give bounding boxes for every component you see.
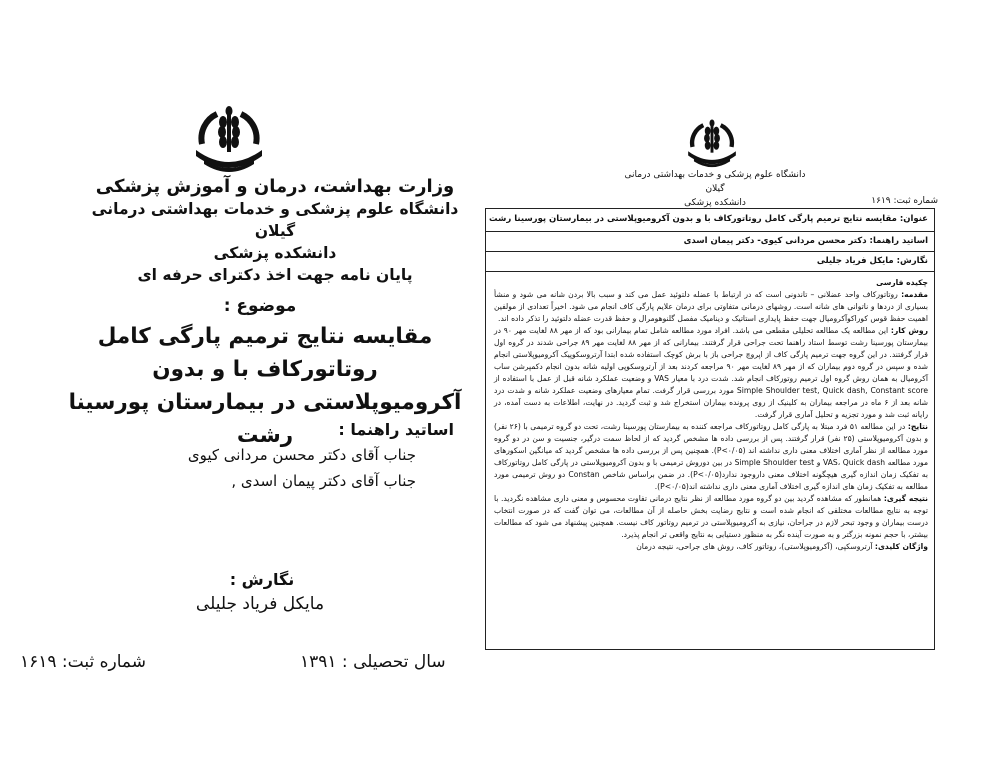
academic-year: سال تحصیلی : ۱۳۹۱ bbox=[300, 652, 446, 672]
writer-label: نگارش : bbox=[229, 570, 295, 589]
method-paragraph: روش کار: این مطالعه یک مطالعه تحلیلی مقطعی می باشد. افراد مورد مطالعه شامل تمام بیمارانی بود که از مهر ۸۸ لغایت مهر ۹۰ در بیمارستان پورسینا رشت توسط استاد راهنما تحت جراحی قرار گرفتند. بیمارانی که از مهر ۸۸ لغایت مهر ۸۹ جراحی شدند در گروه اول قرار گرفتند. در این گروه جهت ترمیم پارگی کاف از اپروچ جراحی باز با برش کوچک استفاده شده ابتدا آرتروسکوپیک آکرومیوپلاستی انجام شده و سپس در گروه دوم بیماران که از مهر ۸۹ لغایت مهر ۹۰ مراجعه کردند بعد از آرتروسکوپی اولیه شانه بدون انجام دکمپرشن ساب آکرومیال به همان روش گروه اول ترمیم روتورکاف انجام شد. شدت درد با معیار VAS و وضعیت عملکرد شانه قبل از عمل با استفاده از Simple Shoulder test, Quick dash, Constant score مورد بررسی قرار گرفت. تمام معیارهای وضعیت عملکرد شانه و شدت درد شانه بعد از ۶ ماه در مراجعه بیماران به کلینیک از روی پرونده بیماران استخراج شد و ثبت گردید. در نهایت، اطلاعات به دست آمده، در رایانه ثبت شد و مورد تجزیه و تحلیل آماری قرار گرفت. bbox=[494, 326, 929, 419]
abstract-box bbox=[485, 208, 935, 650]
abstract-body bbox=[494, 277, 928, 553]
topic-label: موضوع : bbox=[223, 296, 297, 316]
faculty-name: دانشکده پزشکی bbox=[213, 244, 337, 262]
advisor-1: جناب آقای دکتر محسن مردانی کیوی bbox=[187, 446, 416, 464]
university-logo-small bbox=[683, 118, 741, 170]
intro-paragraph: مقدمه: روتاتورکاف واحد عضلانی – تاندونی است که در ارتباط با عضله دلتوئید عمل می کند و سبب بالا بردن شانه می شود و منشأ بسیاری از دردها و ناتوانی های شانه است. روشهای درمانی متفاوتی برای درمان علایم پارگی کاف انجام می شود. اخیراً تعدادی از مولفین اهمیت حفظ قوس کوراکوآکرومیال جهت حفظ پایداری استاتیک و دینامیک مفصل گلنوهومرال و حفظ قدرت عضله دلتوئید را تذکر داده اند. bbox=[494, 290, 928, 323]
university-name: دانشگاه علوم پزشکی و خدمات بهداشتی درمانی گیلان bbox=[91, 200, 459, 240]
divider bbox=[486, 231, 934, 232]
divider bbox=[486, 271, 934, 272]
conclusion-paragraph: نتیجه گیری: همانطور که مشاهده گردید بین دو گروه مورد مطالعه از نظر نتایج درمانی تفاوت محسوس و معنی داری مشاهده نگردید. با توجه به نتایج مطالعات مختلفی که انجام شده است و نتایج رضایت بخش حاصله از آن مطالعات، می توان گفت که در صورت انتخاب درست بیماران و وجود تبحر لازم در جراحان، نیازی به آکرومیوپلاستی در ترمیم روتاتور کاف نیست. همچنین پیشنهاد می شود که مطالعات بیشتر، با حجم نمونه بزرگتر و به صورت آینده نگر به منظور دستیابی به نتایج واقعی تر انجام پذیرد. bbox=[494, 494, 928, 539]
advisors-label: اساتید راهنما : bbox=[338, 420, 454, 439]
registration-number: شماره ثبت: ۱۶۱۹ bbox=[20, 652, 146, 672]
right-university-block bbox=[620, 168, 810, 210]
thesis-title-line2: آکرومیوپلاستی در بیمارستان پورسینا رشت bbox=[68, 390, 462, 448]
advisor-2: جناب آقای دکتر پیمان اسدی , bbox=[231, 472, 416, 490]
writer-name: مایکل فرياد جلیلی bbox=[195, 594, 325, 614]
abstract-heading: چکیده فارسی bbox=[876, 278, 928, 287]
right-faculty-name: دانشکده پزشکی bbox=[684, 198, 746, 208]
writer-row: نگارش: مایکل فرياد جلیلی bbox=[816, 256, 928, 266]
ministry-name: وزارت بهداشت، درمان و آموزش پزشکی bbox=[95, 176, 455, 197]
right-registration-number: شماره ثبت: ۱۶۱۹ bbox=[871, 196, 938, 206]
divider bbox=[486, 251, 934, 252]
results-paragraph: نتایج: در این مطالعه ۵۱ فرد مبتلا به پارگی کامل روتاتورکاف مراجعه کننده به بیمارستان پورسینا رشت، تحت دو گروه ترمیمی با (۲۶ نفر) و بدون آکرومیوپلاستی (۲۵ نفر) قرار گرفتند. پس از بررسی داده ها مشخص گردید که از لحاظ سمت درگیر، جنسیت و سن در دو گروه مورد مطالعه از نظر آماری اختلاف معنی داری نداشته اند (P<۰/۰۵). همچنین پس از بررسی داده ها مشخص گردید که میانگین اسکورهای مورد مطالعه VAS، Quick dash و Simple Shoulder test در بین دوروش ترمیمی با و بدون آکرومیوپلاستی در پارگی کامل روتاتورکاف به تفکیک زمان اندازه گیری هیچگونه اختلاف معنی داروجود ندارد(P<۰/۰۵). در ضمن براساس شاخص Constan دو روش ترمیمی مورد مطالعه به تفکیک زمان های اندازه گیری اختلاف آماری معنی داری نداشته اند(P<۰/۰۵). bbox=[494, 422, 929, 491]
keywords-paragraph: واژگان کلیدی: آرتروسکپی، (آکرومیوپلاستی)، روتاتور کاف، روش های جراحی، نتیجه درمان bbox=[636, 542, 928, 551]
left-header bbox=[70, 176, 480, 286]
right-university-name: دانشگاه علوم پزشکی و خدمات بهداشتی درمانی گیلان bbox=[624, 170, 806, 194]
university-logo bbox=[190, 104, 268, 176]
advisors-row: اساتید راهنما: دکتر محسن مردانی کیوی- دکتر پیمان اسدی bbox=[683, 236, 928, 246]
thesis-title-line1: مقایسه نتایج ترمیم پارگی کامل روتاتورکاف با و بدون bbox=[97, 324, 433, 382]
title-row: عنوان: مقایسه نتایج ترمیم پارگی کامل روتاتورکاف با و بدون آکرومیوپلاستی در بیمارستان پورسینا رشت bbox=[488, 214, 928, 224]
thesis-type: پایان نامه جهت اخذ دکترای حرفه ای bbox=[137, 266, 413, 284]
